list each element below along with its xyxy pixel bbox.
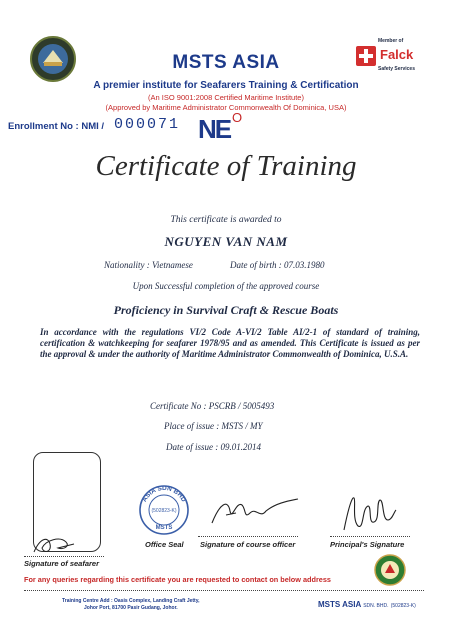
seal-reg-number: (502823-K)	[151, 508, 177, 514]
ne-mark-text: NE	[198, 114, 231, 144]
awarded-text: This certificate is awarded to	[170, 215, 282, 225]
principal-label: Principal's Signature	[330, 540, 405, 549]
falck-sub: Safety Services	[378, 66, 415, 72]
emblem-icon	[373, 553, 407, 587]
query-text: For any queries regarding this certificate you are requested to contact on below address	[24, 575, 331, 584]
office-seal	[138, 484, 190, 541]
approval-line: (Approved by Maritime Administrator Commonwealth Of Dominica, USA)	[105, 103, 347, 112]
footer-brand-reg: (502823-K)	[390, 603, 416, 609]
completion-text: Upon Successful completion of the approved course	[132, 281, 320, 291]
course-officer-label: Signature of course officer	[200, 540, 296, 549]
course-officer-signature-mark	[206, 493, 302, 538]
certificate-title: Certificate of Training	[95, 150, 357, 182]
svg-text:ASIA SDN BHD	[141, 485, 187, 504]
address-line-1: Training Centre Add : Oasis Complex, Landing Craft Jetty,	[62, 598, 200, 604]
footer-brand	[318, 600, 416, 609]
place-of-issue: Place of issue : MSTS / MY	[164, 421, 263, 431]
footer-divider	[24, 590, 424, 591]
address-line-2: Johor Port, 81700 Pasir Gudang, Johor.	[84, 605, 178, 611]
office-seal-label: Office Seal	[145, 540, 184, 549]
falck-member-label: Member of	[378, 38, 404, 44]
seafarer-signature-label: Signature of seafarer	[24, 559, 100, 568]
holder-name: NGUYEN VAN NAM	[164, 234, 288, 249]
course-officer-line	[198, 536, 298, 537]
footer-brand-name: MSTS ASIA	[318, 600, 361, 609]
regulation-text: In accordance with the regulations VI/2 Code A-VI/2 Table AI/2-1 of standard of training, certification & watchkeeping for seafarer 1978/95 and as amended. This Certificate is issued as per the approval & under the authority of Maritime Administrator Commonwealth of Dominica, U.S.A.	[40, 327, 420, 359]
office-seal-icon	[138, 484, 190, 536]
footer-brand-suffix: SDN. BHD.	[363, 603, 389, 609]
certificate-number: Certificate No : PSCRB / 5005493	[150, 401, 275, 411]
ne-mark	[198, 110, 243, 145]
seal-bottom-text: MSTS	[155, 525, 173, 531]
iso-line: (An ISO 9001:2008 Certified Maritime Institute)	[148, 93, 304, 102]
seafarer-sign-line	[24, 556, 104, 557]
nationality: Nationality : Vietnamese	[104, 260, 193, 270]
dominica-emblem	[373, 553, 407, 592]
enrollment-label: Enrollment No : NMI /	[8, 121, 105, 132]
enrollment-number: 000071	[114, 116, 181, 133]
date-of-issue: Date of issue : 09.01.2014	[166, 442, 261, 452]
course-name: Proficiency in Survival Craft & Rescue Boats	[113, 303, 339, 317]
falck-name: Falck	[380, 47, 414, 62]
seal-top-text: ASIA SDN BHD	[141, 484, 187, 504]
date-of-birth: Date of birth : 07.03.1980	[230, 260, 325, 270]
principal-line	[330, 536, 410, 537]
org-name: MSTS ASIA	[172, 52, 280, 73]
principal-signature-mark	[340, 490, 400, 539]
ne-mark-superscript: O	[232, 110, 243, 125]
tagline: A premier institute for Seafarers Training & Certification	[93, 80, 359, 91]
